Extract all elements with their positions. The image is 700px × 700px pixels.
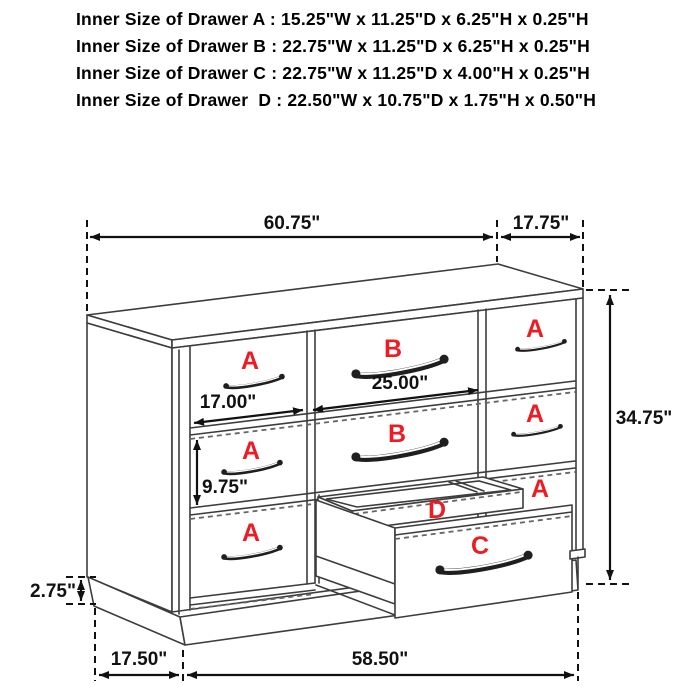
- dim-text-drawer-b-width: 25.00": [371, 373, 429, 394]
- dimension-top-depth: [501, 213, 580, 237]
- dim-text-two-drawer-height: 9.75": [202, 477, 248, 498]
- dim-text-drawer-a-width: 17.00": [199, 392, 257, 413]
- label-drawer-a-right-2: A: [525, 400, 545, 428]
- inner-size-line-c: Inner Size of Drawer C : 22.75"W x 11.25"D x 4.00"H x 0.25"H: [76, 63, 591, 83]
- dimension-base-height: [30, 580, 81, 602]
- label-drawer-a-right-3: A: [530, 475, 550, 503]
- inner-size-line-b: Inner Size of Drawer B : 22.75"W x 11.25"D x 6.25"H x 0.25"H: [76, 36, 591, 56]
- label-drawer-c: C: [470, 532, 490, 560]
- label-drawer-a-left-2: A: [241, 437, 261, 465]
- label-drawer-a-right-1: A: [525, 315, 545, 343]
- dimension-top-width: [90, 213, 493, 237]
- label-drawer-a-left-3: A: [241, 519, 261, 547]
- inner-size-line-a: Inner Size of Drawer A : 15.25"W x 11.25"D x 6.25"H x 0.25"H: [76, 9, 589, 29]
- dim-text-top-depth: 17.75": [512, 213, 570, 234]
- label-drawer-b-1: B: [383, 335, 403, 363]
- label-drawer-a-left-1: A: [240, 347, 260, 375]
- dimension-base-depth: [99, 649, 179, 675]
- inner-size-line-d: Inner Size of Drawer D : 22.50"W x 10.75"D x 1.75"H x 0.50"H: [76, 90, 597, 110]
- dim-text-base-height: 2.75": [30, 581, 76, 602]
- cabinet-left-side-panel: [87, 323, 172, 612]
- dim-text-top-width: 60.75": [263, 213, 321, 234]
- dim-text-base-width: 58.50": [351, 649, 409, 670]
- dimension-base-width: [187, 649, 574, 675]
- label-drawer-d: D: [427, 496, 447, 524]
- dimension-overall-height: [610, 295, 672, 580]
- dim-text-overall-height: 34.75": [615, 408, 673, 429]
- dim-text-base-depth: 17.50": [110, 649, 168, 670]
- label-drawer-b-2: B: [387, 420, 407, 448]
